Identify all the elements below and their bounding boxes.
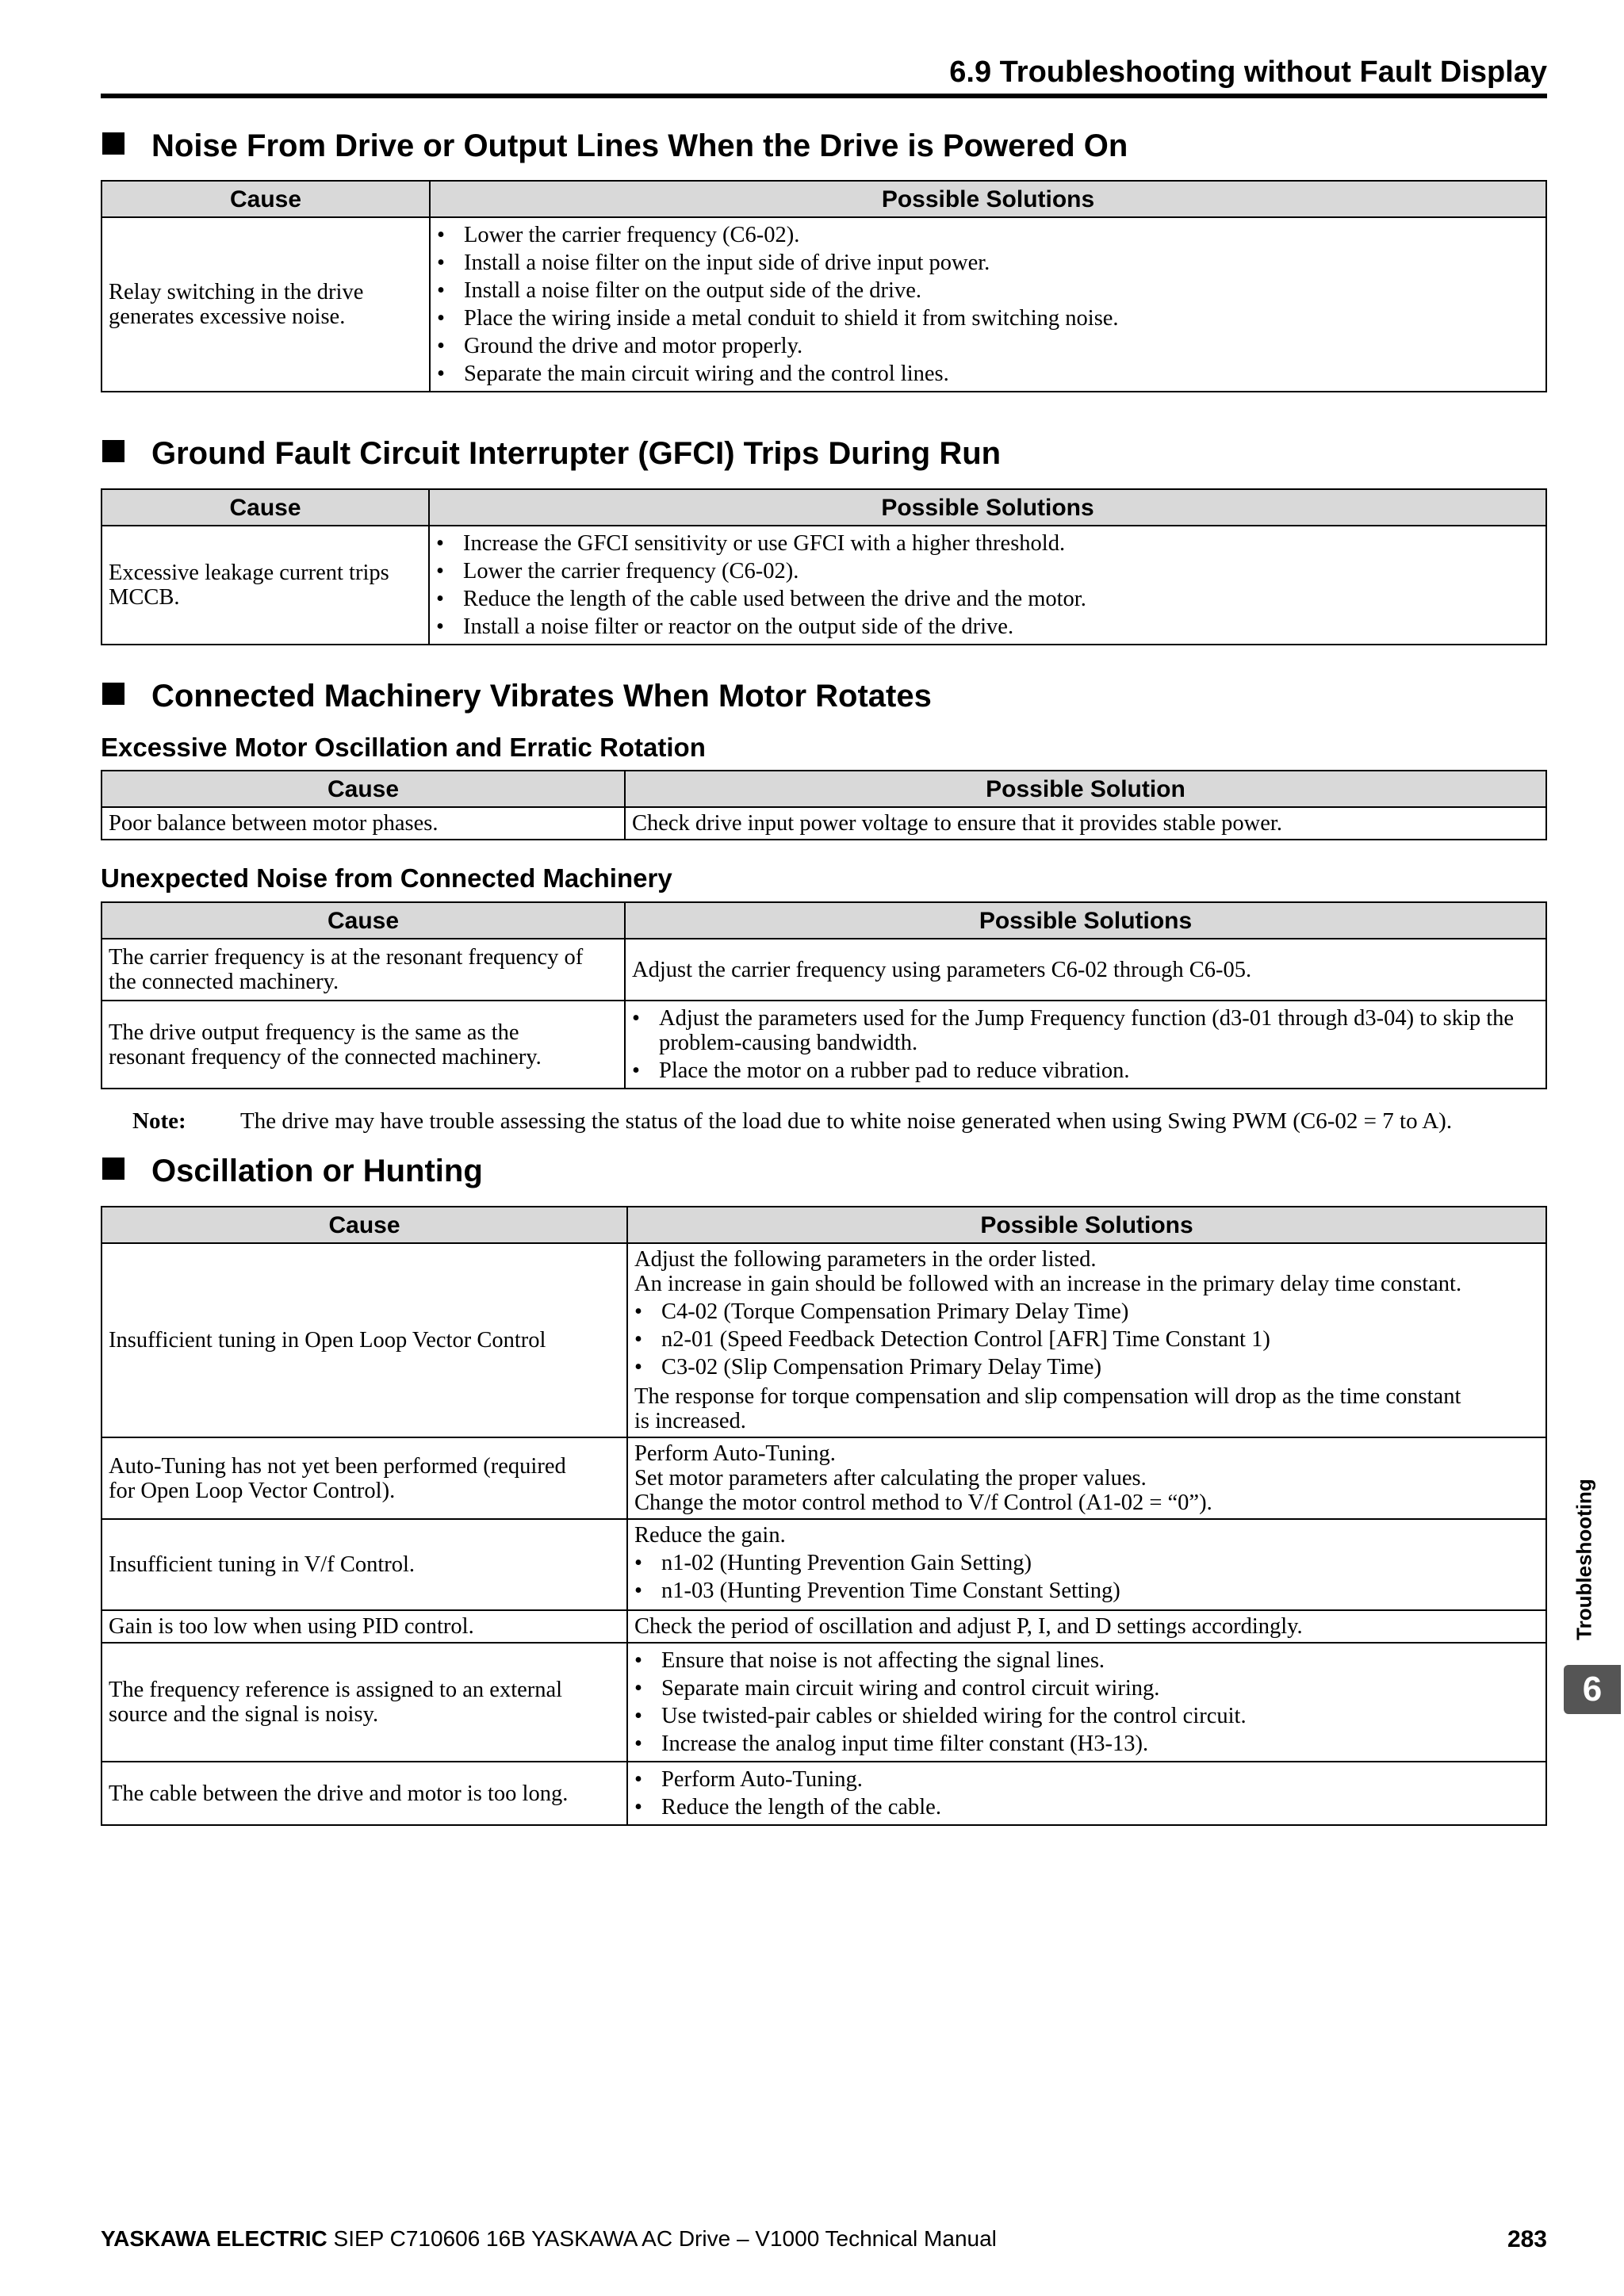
- list-item: • Separate the main circuit wiring and the control lines.: [437, 362, 1539, 386]
- list-item: • Place the wiring inside a metal conduit to shield it from switching noise.: [437, 306, 1539, 331]
- table-row: [102, 1762, 1546, 1825]
- list-item: • Ground the drive and motor properly.: [437, 334, 1539, 358]
- col-solutions: Possible Solutions: [625, 902, 1546, 939]
- list-item: • Lower the carrier frequency (C6-02).: [436, 559, 1539, 584]
- section-title-hunting: Oscillation or Hunting: [101, 1154, 483, 1189]
- note: [132, 1108, 1452, 1135]
- list-item: • Increase the analog input time filter constant (H3-13).: [634, 1732, 1539, 1756]
- cause-cell: Auto-Tuning has not yet been performed (required for Open Loop Vector Control).: [102, 1437, 627, 1519]
- running-head: 6.9 Troubleshooting without Fault Display: [949, 55, 1547, 89]
- table-header-row: [102, 1207, 1546, 1243]
- col-solutions: Possible Solutions: [430, 181, 1546, 217]
- footer-text: SIEP C710606 16B YASKAWA AC Drive – V1000 Technical Manual: [327, 2226, 997, 2251]
- list-item: • Install a noise filter on the input side of drive input power.: [437, 251, 1539, 275]
- solutions-cell: [430, 217, 1546, 392]
- table-header-row: [102, 902, 1546, 939]
- subsection-title-noise-machinery: Unexpected Noise from Connected Machinery: [101, 863, 672, 893]
- list-item: • Use twisted-pair cables or shielded wiring for the control circuit.: [634, 1704, 1539, 1728]
- solutions-cell: Adjust the carrier frequency using parameters C6-02 through C6-05.: [625, 939, 1546, 1001]
- table-row: [102, 217, 1546, 392]
- list-item: • Increase the GFCI sensitivity or use GFCI with a higher threshold.: [436, 531, 1539, 556]
- table-gfci: [101, 488, 1547, 645]
- table-row: [102, 1610, 1546, 1643]
- table-row: [102, 1643, 1546, 1762]
- note-text: The drive may have trouble assessing the status of the load due to white noise generated when using Swing PWM (C6-02 = 7 to A).: [240, 1108, 1453, 1134]
- list-item: • Ensure that noise is not affecting the signal lines.: [634, 1648, 1539, 1673]
- cause-cell: Insufficient tuning in V/f Control.: [102, 1519, 627, 1610]
- table-header-row: [102, 489, 1546, 526]
- cause-cell: The cable between the drive and motor is too long.: [102, 1762, 627, 1825]
- list-item: • Separate main circuit wiring and control circuit wiring.: [634, 1676, 1539, 1701]
- solutions-cell: Check drive input power voltage to ensure that it provides stable power.: [625, 807, 1546, 840]
- table-header-row: [102, 771, 1546, 807]
- list-item: • Install a noise filter on the output side of the drive.: [437, 278, 1539, 303]
- header-rule: [101, 94, 1547, 98]
- note-label: Note:: [132, 1108, 186, 1134]
- list-item: • Lower the carrier frequency (C6-02).: [437, 223, 1539, 247]
- list-item: • n2-01 (Speed Feedback Detection Control [AFR] Time Constant 1): [634, 1327, 1539, 1352]
- section-title-noise: Noise From Drive or Output Lines When the Drive is Powered On: [101, 128, 1128, 164]
- list-item: • Place the motor on a rubber pad to reduce vibration.: [632, 1058, 1539, 1083]
- list-item: • C3-02 (Slip Compensation Primary Delay Time): [634, 1355, 1539, 1380]
- cause-cell: Insufficient tuning in Open Loop Vector Control: [102, 1243, 627, 1437]
- section-title-vibrates: Connected Machinery Vibrates When Motor Rotates: [101, 679, 932, 714]
- subsection-title-oscillation: Excessive Motor Oscillation and Erratic Rotation: [101, 733, 706, 762]
- table-row: [102, 526, 1546, 645]
- table-row: [102, 1519, 1546, 1610]
- section-title-gfci: Ground Fault Circuit Interrupter (GFCI) Trips During Run: [101, 436, 1001, 472]
- table-oscillation: [101, 770, 1547, 840]
- col-solutions: Possible Solution: [625, 771, 1546, 807]
- solutions-cell: [429, 526, 1546, 645]
- list-item: • Reduce the length of the cable.: [634, 1795, 1539, 1820]
- cause-cell: Relay switching in the drive generates excessive noise.: [102, 217, 430, 392]
- list-item: • n1-03 (Hunting Prevention Time Constant Setting): [634, 1578, 1539, 1603]
- list-item: • Perform Auto-Tuning.: [634, 1767, 1539, 1792]
- solutions-cell: Check the period of oscillation and adjust P, I, and D settings accordingly.: [627, 1610, 1546, 1643]
- cause-cell: The carrier frequency is at the resonant frequency of the connected machinery.: [102, 939, 625, 1001]
- col-cause: Cause: [102, 181, 430, 217]
- table-header-row: [102, 181, 1546, 217]
- list-item: • n1-02 (Hunting Prevention Gain Setting): [634, 1551, 1539, 1575]
- cause-cell: Gain is too low when using PID control.: [102, 1610, 627, 1643]
- cause-cell: Poor balance between motor phases.: [102, 807, 625, 840]
- square-bullet-icon: [102, 132, 124, 155]
- square-bullet-icon: [102, 1158, 124, 1180]
- table-noise: [101, 180, 1547, 392]
- table-noise-machinery: [101, 901, 1547, 1089]
- solutions-cell: Perform Auto-Tuning. Set motor parameters after calculating the proper values. Change the motor control method to V/f Control (A1-02 = “0”).: [627, 1437, 1546, 1519]
- cause-cell: The drive output frequency is the same as the resonant frequency of the connected machinery.: [102, 1001, 625, 1089]
- list-item: • Adjust the parameters used for the Jump Frequency function (d3-01 through d3-04) to skip the problem-causing bandwidth.: [632, 1006, 1539, 1055]
- table-row: [102, 1001, 1546, 1089]
- chapter-number-badge: 6: [1564, 1665, 1621, 1714]
- footer-brand: YASKAWA ELECTRIC: [101, 2226, 327, 2251]
- col-cause: Cause: [102, 771, 625, 807]
- page-footer: [101, 2226, 1547, 2252]
- list-item: • C4-02 (Torque Compensation Primary Delay Time): [634, 1299, 1539, 1324]
- cause-cell: Excessive leakage current trips MCCB.: [102, 526, 429, 645]
- solutions-cell: Reduce the gain. • n1-02 (Hunting Prevention Gain Setting) • n1-03 (Hunting Prevention Time Constant Setting): [627, 1519, 1546, 1610]
- table-row: [102, 1437, 1546, 1519]
- col-solutions: Possible Solutions: [627, 1207, 1546, 1243]
- col-solutions: Possible Solutions: [429, 489, 1546, 526]
- chapter-tab-label: Troubleshooting: [1572, 1479, 1596, 1640]
- col-cause: Cause: [102, 489, 429, 526]
- solutions-cell: [625, 1001, 1546, 1089]
- solutions-cell: [627, 1762, 1546, 1825]
- table-hunting: [101, 1206, 1547, 1826]
- table-row: [102, 939, 1546, 1001]
- table-row: [102, 1243, 1546, 1437]
- list-item: • Install a noise filter or reactor on the output side of the drive.: [436, 614, 1539, 639]
- solutions-cell: [627, 1643, 1546, 1762]
- col-cause: Cause: [102, 902, 625, 939]
- solutions-cell: Adjust the following parameters in the order listed. An increase in gain should be followed with an increase in the primary delay time constant. • C4-02 (Torque Compensation Primary Delay Time) • n2-01 (Speed Feedback Detection Control [AFR] Time Constant 1) • C3-02 (Slip Compensation Primary Delay Time) The response for torque compensation and slip compensation will drop as the time constant is increased.: [627, 1243, 1546, 1437]
- square-bullet-icon: [102, 440, 124, 462]
- table-row: [102, 807, 1546, 840]
- square-bullet-icon: [102, 683, 124, 705]
- page-number: 283: [1507, 2226, 1547, 2252]
- col-cause: Cause: [102, 1207, 627, 1243]
- cause-cell: The frequency reference is assigned to an external source and the signal is noisy.: [102, 1643, 627, 1762]
- chapter-side-tab: [1564, 1476, 1605, 1643]
- list-item: • Reduce the length of the cable used between the drive and the motor.: [436, 587, 1539, 611]
